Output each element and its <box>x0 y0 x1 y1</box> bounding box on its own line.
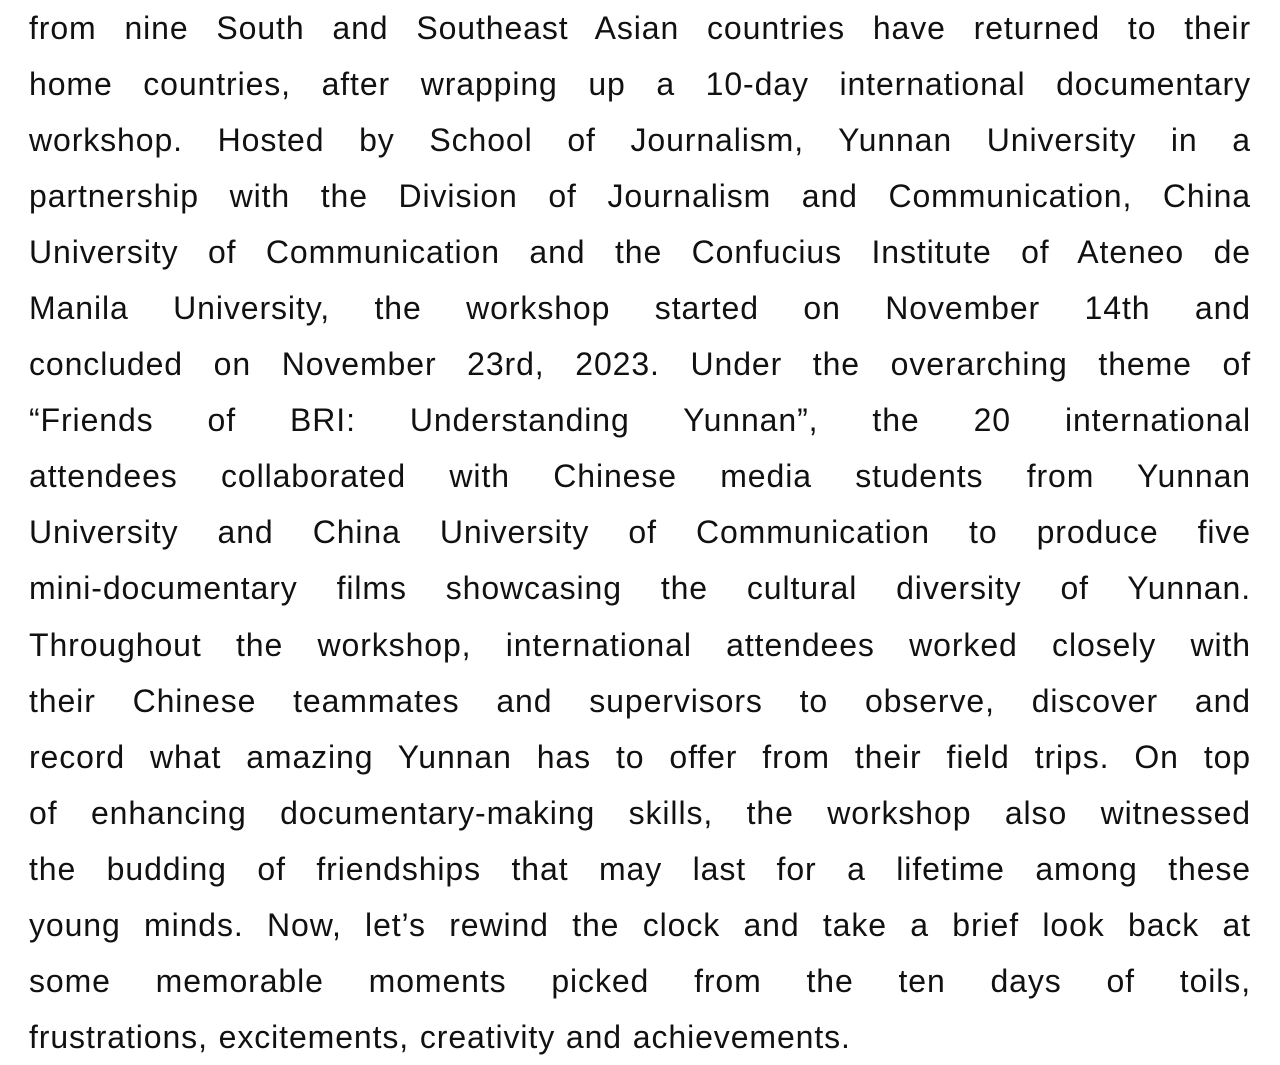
paragraph-line: record what amazing Yunnan has to offer from their field trips. On top <box>29 738 1251 775</box>
paragraph-line: “Friends of BRI: Understanding Yunnan”, the 20 international <box>29 402 1251 439</box>
paragraph-line: University of Communication and the Confucius Institute of Ateneo de <box>29 234 1251 271</box>
paragraph-line: partnership with the Division of Journalism and Communication, China <box>29 178 1251 215</box>
paragraph-line: concluded on November 23rd, 2023. Under the overarching theme of <box>29 346 1251 383</box>
paragraph-line: University and China University of Communication to produce five <box>29 514 1251 551</box>
paragraph-line: young minds. Now, let’s rewind the clock and take a brief look back at <box>29 906 1251 943</box>
paragraph-line: their Chinese teammates and supervisors to observe, discover and <box>29 682 1251 719</box>
paragraph-line: from nine South and Southeast Asian countries have returned to their <box>29 10 1251 46</box>
paragraph-line: the budding of friendships that may last for a lifetime among these <box>29 850 1251 887</box>
paragraph-line: attendees collaborated with Chinese media students from Yunnan <box>29 458 1251 495</box>
paragraph-line: mini-documentary films showcasing the cultural diversity of Yunnan. <box>29 570 1251 607</box>
article-paragraph <box>29 0 1251 1065</box>
paragraph-line: Throughout the workshop, international attendees worked closely with <box>29 626 1251 663</box>
paragraph-line: some memorable moments picked from the ten days of toils, <box>29 962 1251 999</box>
paragraph-line: workshop. Hosted by School of Journalism, Yunnan University in a <box>29 122 1251 159</box>
paragraph-line: of enhancing documentary-making skills, the workshop also witnessed <box>29 794 1251 831</box>
paragraph-line: Manila University, the workshop started on November 14th and <box>29 290 1251 327</box>
paragraph-line: frustrations, excitements, creativity and achievements. <box>29 1018 851 1055</box>
paragraph-line: home countries, after wrapping up a 10-day international documentary <box>29 66 1251 103</box>
